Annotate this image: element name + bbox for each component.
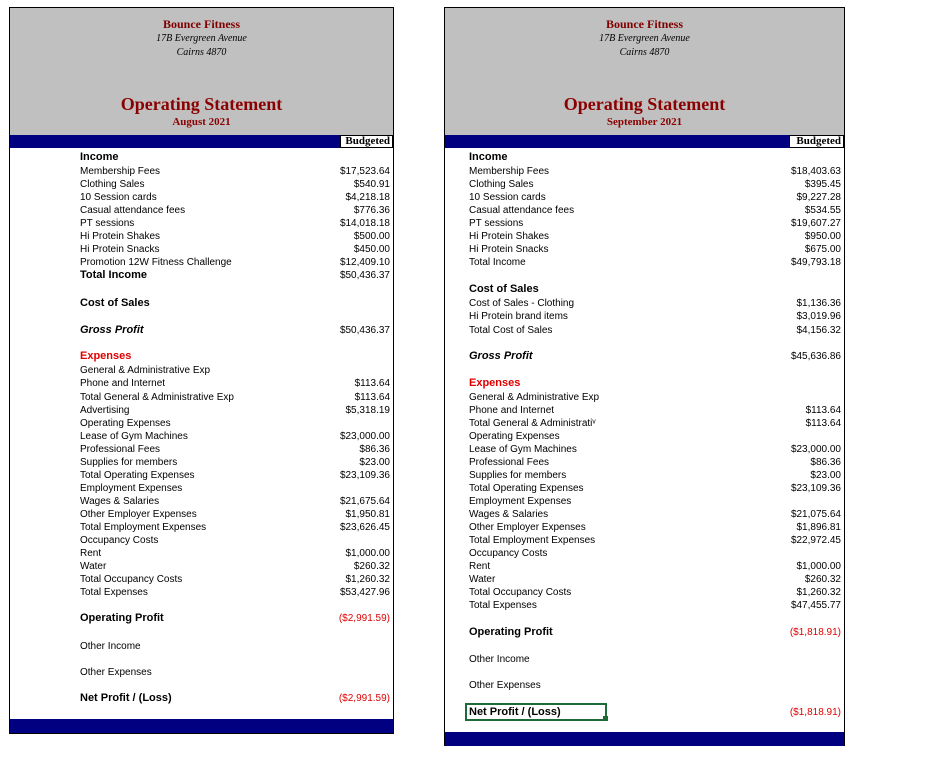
row-value: $4,218.18 bbox=[345, 192, 390, 203]
row-label: Phone and Internet bbox=[80, 378, 166, 389]
statement-row[interactable] bbox=[445, 573, 844, 586]
row-value: $540.91 bbox=[353, 179, 390, 190]
statement-row[interactable] bbox=[445, 456, 844, 469]
address-line1: 17B Evergreen Avenue bbox=[599, 33, 690, 44]
statement-row[interactable] bbox=[10, 191, 393, 204]
row-label: Total Employment Expenses bbox=[469, 535, 596, 546]
row-label: Hi Protein brand items bbox=[469, 311, 568, 322]
statement-row[interactable] bbox=[445, 417, 844, 430]
row-label: Hi Protein Snacks bbox=[469, 244, 549, 255]
row-value: $23,109.36 bbox=[790, 483, 841, 494]
row-label: 10 Session cards bbox=[469, 192, 546, 203]
row-value: $1,896.81 bbox=[796, 522, 841, 533]
row-value: $21,675.64 bbox=[339, 496, 390, 507]
row-label: Gross Profit bbox=[469, 350, 533, 362]
statement-row[interactable] bbox=[10, 534, 393, 547]
row-value: $776.36 bbox=[353, 205, 390, 216]
row-value: $86.36 bbox=[359, 444, 390, 455]
statement-row[interactable] bbox=[10, 256, 393, 269]
statement-row[interactable] bbox=[445, 151, 844, 164]
statement-row[interactable] bbox=[10, 508, 393, 521]
statement-row[interactable] bbox=[445, 547, 844, 560]
row-value: $3,019.96 bbox=[796, 311, 841, 322]
row-label: Employment Expenses bbox=[469, 496, 572, 507]
row-value: $260.32 bbox=[353, 561, 390, 572]
row-label: Casual attendance fees bbox=[469, 205, 575, 216]
row-value: $50,436.37 bbox=[339, 325, 390, 336]
row-value: $53,427.96 bbox=[339, 587, 390, 598]
statement-row[interactable] bbox=[10, 586, 393, 599]
statement-row[interactable] bbox=[10, 404, 393, 417]
row-value: $23,626.45 bbox=[339, 522, 390, 533]
row-value: $4,156.32 bbox=[796, 325, 841, 336]
row-label: 10 Session cards bbox=[80, 192, 157, 203]
statement-row[interactable] bbox=[445, 495, 844, 508]
row-label: Hi Protein Snacks bbox=[80, 244, 160, 255]
header-band bbox=[10, 135, 393, 148]
row-label: Other Income bbox=[469, 654, 530, 665]
operating-statement-august bbox=[9, 7, 394, 734]
row-label: Lease of Gym Machines bbox=[469, 444, 577, 455]
row-label: PT sessions bbox=[80, 218, 135, 229]
row-label: Membership Fees bbox=[80, 166, 161, 177]
row-value: ($1,818.91) bbox=[789, 707, 841, 718]
statement-row[interactable] bbox=[445, 204, 844, 217]
row-value: ($2,991.59) bbox=[338, 613, 390, 624]
row-value: $23,109.36 bbox=[339, 470, 390, 481]
statement-row[interactable] bbox=[445, 443, 844, 456]
statement-row[interactable] bbox=[445, 599, 844, 612]
statement-row[interactable] bbox=[10, 666, 393, 679]
row-label: Total Operating Expenses bbox=[80, 470, 195, 481]
statement-row[interactable] bbox=[445, 626, 844, 639]
row-value: $19,607.27 bbox=[790, 218, 841, 229]
statement-period: September 2021 bbox=[606, 116, 683, 128]
statement-row[interactable] bbox=[445, 560, 844, 573]
statement-row[interactable] bbox=[10, 495, 393, 508]
row-label: Expenses bbox=[469, 377, 521, 389]
row-value: $260.32 bbox=[804, 574, 841, 585]
row-value: $18,403.63 bbox=[790, 166, 841, 177]
row-value: $23,000.00 bbox=[790, 444, 841, 455]
statement-period: August 2021 bbox=[172, 116, 231, 128]
row-value: $1,000.00 bbox=[796, 561, 841, 572]
row-value: $1,000.00 bbox=[345, 548, 390, 559]
row-label: Cost of Sales bbox=[469, 283, 539, 295]
statement-row[interactable] bbox=[445, 217, 844, 230]
row-label: General & Administrative Exp bbox=[80, 365, 211, 376]
statement-row[interactable] bbox=[10, 456, 393, 469]
row-value: $23.00 bbox=[810, 470, 841, 481]
row-value: $12,409.10 bbox=[339, 257, 390, 268]
row-label: Expenses bbox=[80, 350, 132, 362]
statement-row[interactable] bbox=[10, 443, 393, 456]
statement-row[interactable] bbox=[445, 430, 844, 443]
statement-row[interactable] bbox=[10, 217, 393, 230]
statement-row[interactable] bbox=[10, 165, 393, 178]
statement-title: Operating Statement bbox=[563, 94, 726, 114]
statement-header bbox=[10, 8, 393, 136]
row-label: Rent bbox=[469, 561, 491, 572]
statement-row[interactable] bbox=[445, 324, 844, 337]
statement-row[interactable] bbox=[445, 243, 844, 256]
row-label: Total Expenses bbox=[469, 600, 537, 611]
row-label: Occupancy Costs bbox=[80, 535, 159, 546]
row-label: Total Operating Expenses bbox=[469, 483, 584, 494]
row-value: $23,000.00 bbox=[339, 431, 390, 442]
row-value: $675.00 bbox=[804, 244, 841, 255]
statement-row[interactable] bbox=[10, 430, 393, 443]
statement-row[interactable] bbox=[10, 573, 393, 586]
row-label: Supplies for members bbox=[80, 457, 178, 468]
statement-row[interactable] bbox=[10, 612, 393, 625]
statement-row[interactable] bbox=[445, 679, 844, 692]
statement-row[interactable] bbox=[10, 482, 393, 495]
row-label: Total General & Administrative Exp bbox=[80, 392, 234, 403]
address-line2: Cairns 4870 bbox=[176, 47, 227, 58]
row-label: Water bbox=[80, 561, 107, 572]
statement-row[interactable] bbox=[10, 269, 393, 282]
operating-statement-september bbox=[444, 7, 845, 746]
statement-row[interactable] bbox=[445, 310, 844, 323]
company-name: Bounce Fitness bbox=[162, 17, 240, 31]
row-label: Supplies for members bbox=[469, 470, 567, 481]
row-label: Net Profit / (Loss) bbox=[80, 692, 172, 704]
row-label: Operating Expenses bbox=[469, 431, 560, 442]
row-label: Employment Expenses bbox=[80, 483, 183, 494]
row-label: Membership Fees bbox=[469, 166, 550, 177]
header-band bbox=[445, 135, 844, 148]
address-line1: 17B Evergreen Avenue bbox=[156, 33, 247, 44]
row-label: Clothing Sales bbox=[80, 179, 145, 190]
statement-title: Operating Statement bbox=[120, 94, 283, 114]
row-label: Net Profit / (Loss) bbox=[469, 706, 561, 718]
statement-row[interactable] bbox=[10, 692, 393, 705]
row-label: Other Income bbox=[80, 641, 141, 652]
row-value: $45,636.86 bbox=[790, 351, 841, 362]
row-value: $49,793.18 bbox=[790, 257, 841, 268]
row-label: Lease of Gym Machines bbox=[80, 431, 188, 442]
row-label: Hi Protein Shakes bbox=[469, 231, 550, 242]
statement-header bbox=[445, 8, 844, 136]
row-value: $23.00 bbox=[359, 457, 390, 468]
row-value: $47,455.77 bbox=[790, 600, 841, 611]
row-value: $950.00 bbox=[804, 231, 841, 242]
row-label: Gross Profit bbox=[80, 324, 144, 336]
row-label: Occupancy Costs bbox=[469, 548, 548, 559]
row-label: Total Employment Expenses bbox=[80, 522, 207, 533]
row-label: Operating Profit bbox=[80, 612, 164, 624]
row-label: Professional Fees bbox=[469, 457, 550, 468]
company-name: Bounce Fitness bbox=[605, 17, 683, 31]
row-label: Water bbox=[469, 574, 496, 585]
statement-row[interactable] bbox=[445, 482, 844, 495]
row-value: $450.00 bbox=[353, 244, 390, 255]
row-label: Total Cost of Sales bbox=[469, 325, 553, 336]
statement-row[interactable] bbox=[445, 165, 844, 178]
statement-row[interactable] bbox=[10, 297, 393, 310]
statement-row[interactable] bbox=[445, 350, 844, 363]
row-label: General & Administrative Exp bbox=[469, 392, 600, 403]
statement-row[interactable] bbox=[445, 469, 844, 482]
row-value: $500.00 bbox=[353, 231, 390, 242]
statement-row[interactable] bbox=[445, 377, 844, 390]
statement-row[interactable] bbox=[10, 640, 393, 653]
row-label: Wages & Salaries bbox=[469, 509, 549, 520]
statement-row[interactable] bbox=[10, 391, 393, 404]
statement-row[interactable] bbox=[10, 243, 393, 256]
statement-row[interactable] bbox=[10, 417, 393, 430]
row-value: $113.64 bbox=[805, 418, 841, 429]
row-label: Total Occupancy Costs bbox=[469, 587, 572, 598]
statement-row[interactable] bbox=[10, 560, 393, 573]
row-label: PT sessions bbox=[469, 218, 524, 229]
statement-row[interactable] bbox=[445, 256, 844, 269]
row-value: $113.64 bbox=[354, 392, 390, 403]
statement-row[interactable] bbox=[445, 404, 844, 417]
row-label: Total General & Administratiᵛ bbox=[469, 418, 596, 429]
statement-row[interactable] bbox=[445, 706, 844, 719]
row-label: Total Expenses bbox=[80, 587, 148, 598]
row-value: $21,075.64 bbox=[790, 509, 841, 520]
statement-row[interactable] bbox=[10, 151, 393, 164]
statement-row[interactable] bbox=[445, 653, 844, 666]
row-label: Other Expenses bbox=[469, 680, 541, 691]
row-value: $113.64 bbox=[805, 405, 841, 416]
fill-handle[interactable] bbox=[603, 716, 608, 721]
row-value: $113.64 bbox=[354, 378, 390, 389]
row-value: $9,227.28 bbox=[796, 192, 841, 203]
row-label: Cost of Sales bbox=[80, 297, 150, 309]
address-line2: Cairns 4870 bbox=[619, 47, 670, 58]
statement-row[interactable] bbox=[445, 508, 844, 521]
row-value: $1,260.32 bbox=[345, 574, 390, 585]
budgeted-column-header[interactable]: Budgeted bbox=[340, 135, 393, 148]
row-label: Advertising bbox=[80, 405, 130, 416]
statement-row[interactable] bbox=[445, 230, 844, 243]
statement-row[interactable] bbox=[10, 324, 393, 337]
row-value: $395.45 bbox=[804, 179, 841, 190]
row-value: $1,136.36 bbox=[796, 298, 841, 309]
statement-row[interactable] bbox=[445, 391, 844, 404]
row-label: Other Expenses bbox=[80, 667, 152, 678]
row-label: Hi Protein Shakes bbox=[80, 231, 161, 242]
statement-row[interactable] bbox=[445, 283, 844, 296]
statement-row[interactable] bbox=[10, 547, 393, 560]
row-value: $534.55 bbox=[804, 205, 841, 216]
footer-band bbox=[445, 732, 844, 746]
row-label: Total Occupancy Costs bbox=[80, 574, 183, 585]
row-label: Professional Fees bbox=[80, 444, 161, 455]
statement-row[interactable] bbox=[445, 534, 844, 547]
statement-row[interactable] bbox=[10, 230, 393, 243]
row-value: $1,950.81 bbox=[345, 509, 390, 520]
row-label: Total Income bbox=[469, 257, 526, 268]
row-label: Other Employer Expenses bbox=[80, 509, 197, 520]
row-label: Casual attendance fees bbox=[80, 205, 186, 216]
statement-row[interactable] bbox=[445, 178, 844, 191]
statement-row[interactable] bbox=[445, 586, 844, 599]
statement-row[interactable] bbox=[445, 297, 844, 310]
row-value: $14,018.18 bbox=[339, 218, 390, 229]
statement-row[interactable] bbox=[445, 191, 844, 204]
footer-band bbox=[10, 719, 393, 733]
row-label: Cost of Sales - Clothing bbox=[469, 298, 575, 309]
row-label: Income bbox=[80, 151, 119, 163]
statement-row[interactable] bbox=[445, 521, 844, 534]
row-label: Clothing Sales bbox=[469, 179, 534, 190]
statement-row[interactable] bbox=[10, 469, 393, 482]
row-label: Total Income bbox=[80, 269, 148, 281]
selected-cell[interactable] bbox=[467, 705, 605, 719]
statement-row[interactable] bbox=[10, 178, 393, 191]
statement-row[interactable] bbox=[10, 350, 393, 363]
row-value: $1,260.32 bbox=[796, 587, 841, 598]
statement-row[interactable] bbox=[10, 521, 393, 534]
row-value: $22,972.45 bbox=[790, 535, 841, 546]
row-label: Wages & Salaries bbox=[80, 496, 160, 507]
row-value: $50,436.37 bbox=[339, 270, 390, 281]
row-label: Rent bbox=[80, 548, 102, 559]
row-value: $17,523.64 bbox=[339, 166, 390, 177]
row-value: $86.36 bbox=[810, 457, 841, 468]
row-label: Other Employer Expenses bbox=[469, 522, 586, 533]
row-label: Phone and Internet bbox=[469, 405, 555, 416]
row-label: Operating Profit bbox=[469, 626, 553, 638]
row-value: ($2,991.59) bbox=[338, 693, 390, 704]
budgeted-column-header[interactable]: Budgeted bbox=[789, 135, 844, 148]
row-label: Income bbox=[469, 151, 508, 163]
statement-row[interactable] bbox=[10, 204, 393, 217]
statement-row[interactable] bbox=[10, 364, 393, 377]
row-label: Operating Expenses bbox=[80, 418, 171, 429]
row-value: ($1,818.91) bbox=[789, 627, 841, 638]
statement-row[interactable] bbox=[10, 377, 393, 390]
row-value: $5,318.19 bbox=[345, 405, 390, 416]
row-label: Promotion 12W Fitness Challenge bbox=[80, 257, 232, 268]
